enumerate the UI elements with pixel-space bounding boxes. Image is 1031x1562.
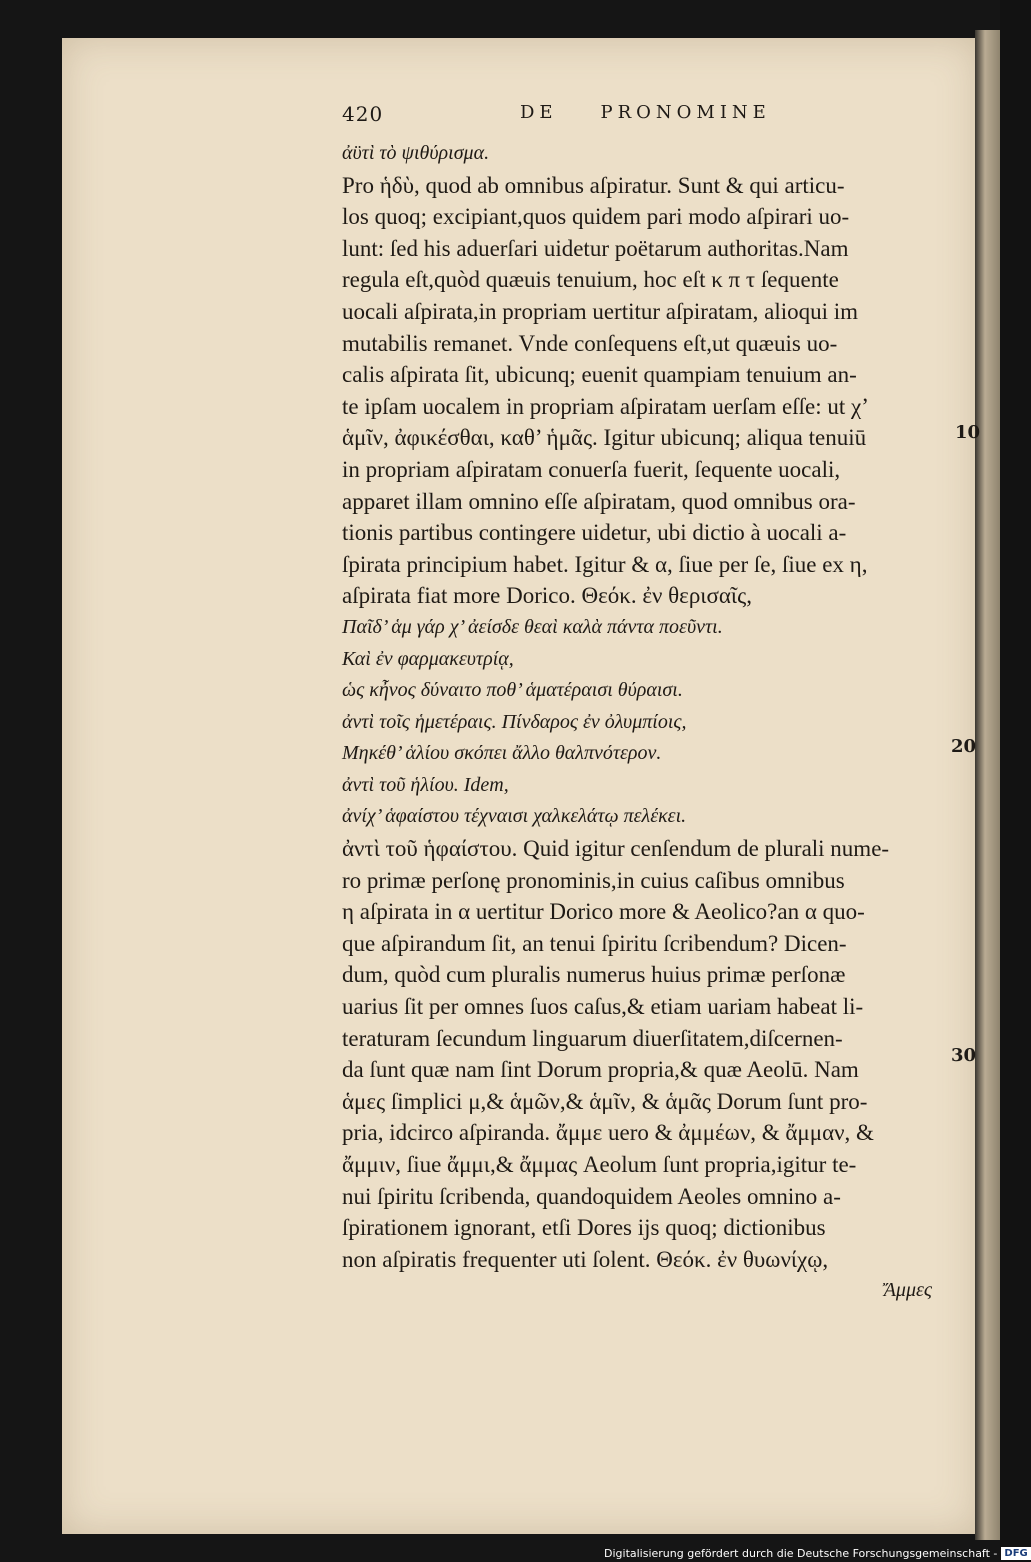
text-line: dum, quòd cum pluralis numerus huius primæ perſonæ [342,962,846,988]
text-line: Παῖδ’ ἁμ γάρ χ’ ἀείσδε θεαὶ καλὰ πάντα ποεῦντι. [342,615,723,638]
text-line: in propriam aſpiratam conuerſa fuerit, ſequente uocali, [342,456,841,482]
text-line: aſpirata fiat more Dorico. Θεόκ. ἐν θερισαῖς, [342,583,752,609]
text-line: calis aſpirata ſit, ubicunq; euenit quampiam tenuium an- [342,362,857,388]
text-line: que aſpirandum ſit, an tenui ſpiritu ſcribendum? Dicen- [342,930,847,956]
text-line: mutabilis remanet. Vnde conſequens eſt,ut quæuis uo- [342,330,838,356]
text-line: lunt: ſed his aduerſari uidetur poëtarum authoritas.Nam [342,235,849,261]
margin-line-number: 30 [951,1045,977,1066]
running-head: DE PRONOMINE [520,102,771,123]
text-line: ἄμμιν, ſiue ἄμμι,& ἄμμας Aeolum ſunt propria,igitur te- [342,1152,857,1177]
text-line: non aſpiratis frequenter uti ſolent. Θεόκ. ἐν θυωνίχῳ, [342,1246,829,1272]
footer-text: Digitalisierung gefördert durch die Deutsche Forschungsgemeinschaft - [604,1546,998,1560]
footer-credit [604,1545,1031,1561]
text-line: da ſunt quæ nam ſint Dorum propria,& quæ Aeolū. Nam [342,1057,859,1083]
text-line: Μηκέθ’ ἁλίου σκόπει ἄλλο θαλπνότερον. [342,742,662,765]
dfg-logo: DFG [1001,1547,1030,1560]
text-line: ſpirata principium habet. Igitur & α, ſiue per ſe, ſiue ex η, [342,551,868,577]
text-line: ſpirationem ignorant, etſi Dores ijs quoq; dictionibus [342,1215,826,1241]
text-line: ἁμες ſimplici μ,& ἁμῶν,& ἁμῖν, & ἁμᾶς Dorum ſunt pro- [342,1088,868,1114]
text-line: ἀντὶ τοῖς ἡμετέραις. Πίνδαρος ἐν ὀλυμπίοις, [342,710,687,733]
book-spine-edge [975,30,1000,1540]
text-line: teraturam ſecundum linguarum diuerſitatem,diſcernen- [342,1025,843,1051]
margin-line-number: 20 [951,736,977,757]
margin-line-number: 10 [955,422,981,443]
text-line: ὡς κἦνος δύναιτο ποθ’ ἁματέραισι θύραισι. [342,679,683,702]
text-line: los quoq; excipiant,quos quidem pari modo aſpirari uo- [342,204,850,230]
text-line: Ἄμμες [883,1279,932,1302]
text-line: pria, idcirco aſpiranda. ἄμμε uero & ἀμμέων, & ἄμμαν, & [342,1120,874,1146]
text-line: te ipſam uocalem in propriam aſpiratam uerſam eſſe: ut χ’ [342,393,869,419]
text-line: apparet illam omnino eſſe aſpiratam, quod omnibus ora- [342,488,856,514]
page-number: 420 [342,102,384,126]
text-line: regula eſt,quòd quæuis tenuium, hoc eſt κ π τ ſequente [342,267,839,293]
text-line: uocali aſpirata,in propriam uertitur aſpiratam, alioqui im [342,298,859,324]
body-text [342,138,952,1307]
text-line: Καὶ ἐν φαρμακευτρίᾳ, [342,647,514,670]
text-line: ἀντὶ τοῦ ἡλίου. Idem, [342,773,509,796]
text-line: tionis partibus contingere uidetur, ubi dictio à uocali a- [342,520,847,546]
text-line: nui ſpiritu ſcribenda, quandoquidem Aeoles omnino a- [342,1183,841,1209]
text-line: ἀνίχ’ ἁφαίστου τέχναισι χαλκελάτῳ πελέκει. [342,805,687,828]
text-line: ἀϋτὶ τὸ ψιθύρισμα. [342,142,490,164]
text-line: ἁμῖν, ἀφικέσθαι, καθ’ ἡμᾶς. Igitur ubicunq; aliqua tenuiū [342,425,867,451]
page-header [342,102,862,132]
text-line: η aſpirata in α uertitur Dorico more & Aeolico?an α quo- [342,899,865,925]
text-line: ro primæ perſonę pronominis,in cuius caſibus omnibus [342,867,845,893]
text-line: Pro ἡδὺ, quod ab omnibus aſpiratur. Sunt & qui articu- [342,172,845,198]
text-line: uarius ſit per omnes ſuos caſus,& etiam uariam habeat li- [342,994,864,1020]
text-line: ἀντὶ τοῦ ἡφαίστου. Quid igitur cenſendum de plurali nume- [342,836,890,862]
